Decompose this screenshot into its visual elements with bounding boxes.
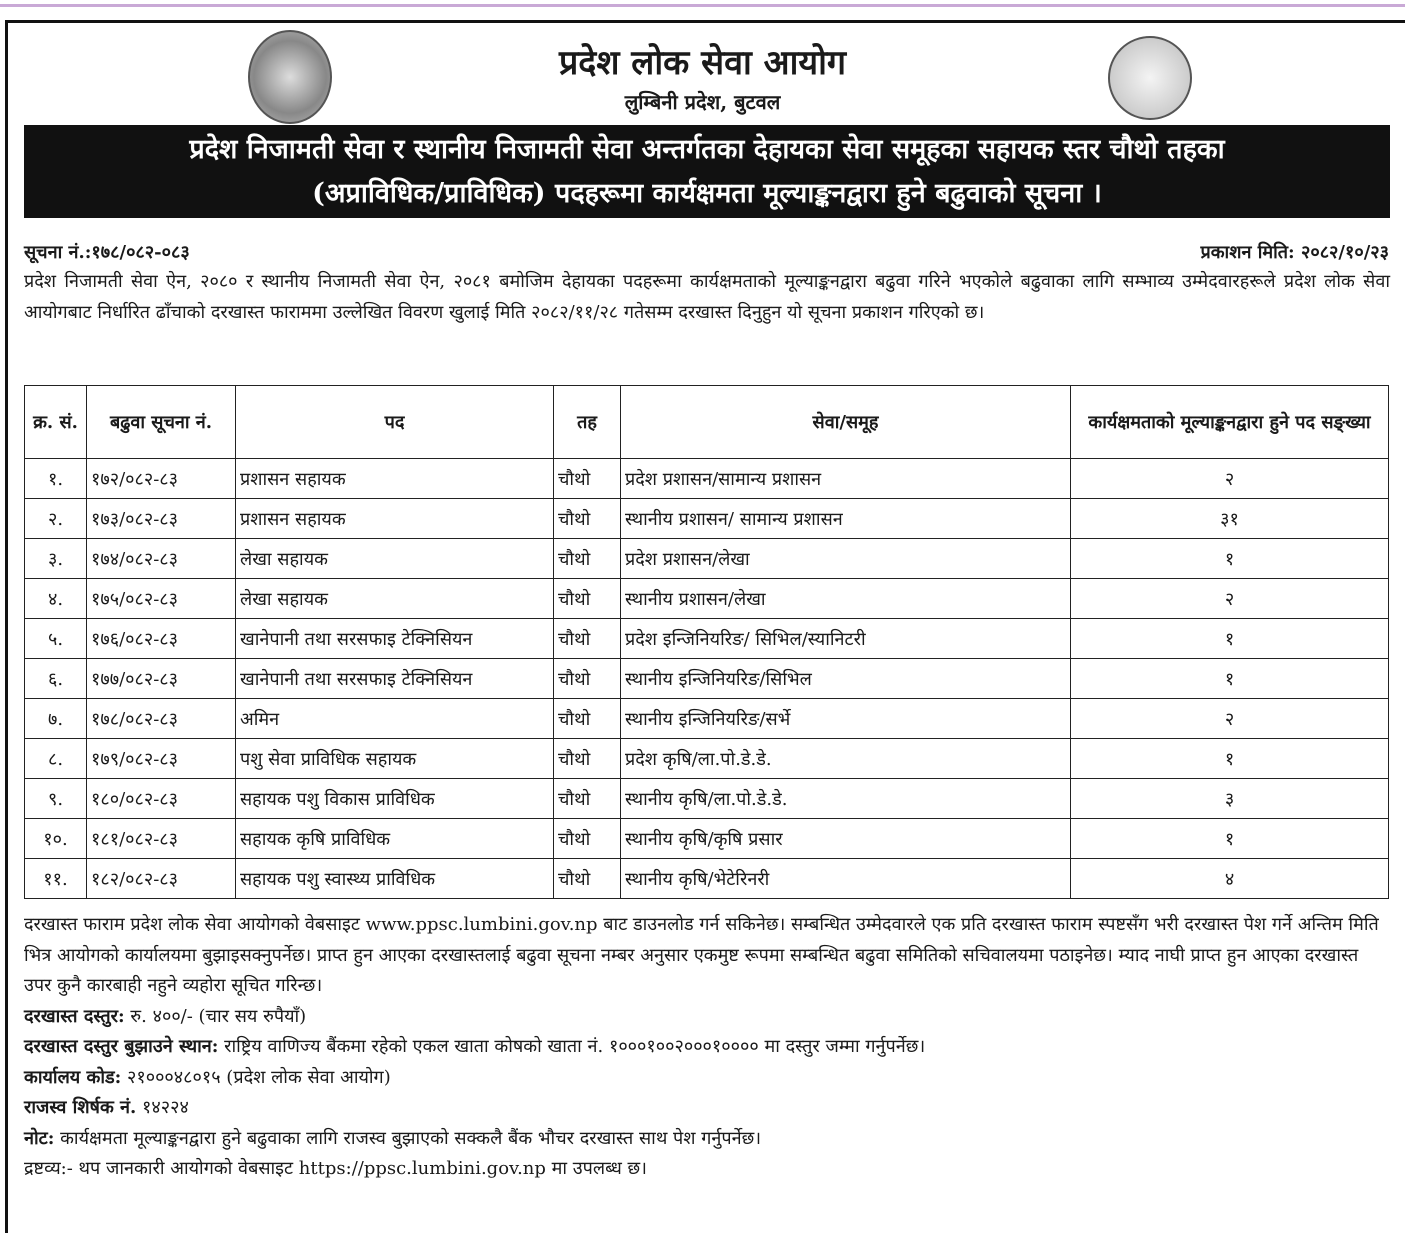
- cell-post: अमिन: [236, 699, 554, 739]
- cell-post: प्रशासन सहायक: [236, 459, 554, 499]
- cell-level: चौथो: [554, 459, 621, 499]
- cell-post-count: २: [1071, 579, 1389, 619]
- cell-sn: १.: [25, 459, 87, 499]
- cell-level: चौथो: [554, 539, 621, 579]
- cell-sn: १०.: [25, 819, 87, 859]
- table-row: [25, 779, 1389, 819]
- cell-service-group: स्थानीय कृषि/ला.पो.डे.डे.: [621, 779, 1071, 819]
- note-label: नोट:: [24, 1127, 55, 1149]
- cell-sn: ३.: [25, 539, 87, 579]
- office-code-label: कार्यालय कोड:: [24, 1066, 122, 1088]
- cell-post-count: ३: [1071, 779, 1389, 819]
- intro-paragraph: प्रदेश निजामती सेवा ऐन, २०८० र स्थानीय निजामती सेवा ऐन, २०८१ बमोजिम देहायका पदहरूमा कार्यक्षमताको मूल्याङ्कनद्वारा बढुवा गरिने भएकोले बढुवाका लागि सम्भाव्य उम्मेदवारहरूले प्रदेश लोक सेवा आयोगबाट निर्धारित ढाँचाको दरखास्त फाराममा उल्लेखित विवरण खुलाई मिति २०८२/११/२८ गतेसम्म दरखास्त दिनुहुन यो सूचना प्रकाशन गरिएको छ।: [24, 271, 1390, 323]
- cell-level: चौथो: [554, 499, 621, 539]
- cell-notice-no: १८१/०८२-८३: [87, 819, 236, 859]
- cell-service-group: स्थानीय इन्जिनियरिङ/सिभिल: [621, 659, 1071, 699]
- table-row: [25, 499, 1389, 539]
- cell-service-group: स्थानीय इन्जिनियरिङ/सर्भे: [621, 699, 1071, 739]
- cell-post: लेखा सहायक: [236, 579, 554, 619]
- col-level: तह: [554, 386, 621, 459]
- cell-post-count: २: [1071, 459, 1389, 499]
- fee-value: रु. ४००/- (चार सय रुपैयाँ): [124, 1005, 307, 1027]
- cell-level: चौथो: [554, 819, 621, 859]
- cell-level: चौथो: [554, 739, 621, 779]
- cell-post: लेखा सहायक: [236, 539, 554, 579]
- note-line: [24, 1124, 1390, 1155]
- cell-post-count: १: [1071, 659, 1389, 699]
- cell-sn: ४.: [25, 579, 87, 619]
- cell-post-count: ४: [1071, 859, 1389, 899]
- cell-service-group: प्रदेश प्रशासन/लेखा: [621, 539, 1071, 579]
- col-post: पद: [236, 386, 554, 459]
- cell-notice-no: १७४/०८२-८३: [87, 539, 236, 579]
- table-row: [25, 619, 1389, 659]
- page-title: प्रदेश लोक सेवा आयोग: [558, 43, 847, 83]
- cell-sn: ११.: [25, 859, 87, 899]
- payment-place-line: [24, 1032, 1390, 1063]
- cell-post-count: १: [1071, 619, 1389, 659]
- top-divider: [0, 4, 1405, 7]
- cell-service-group: स्थानीय कृषि/भेटेरिनरी: [621, 859, 1071, 899]
- col-notice-no: बढुवा सूचना नं.: [87, 386, 236, 459]
- cell-notice-no: १८२/०८२-८३: [87, 859, 236, 899]
- cell-sn: ८.: [25, 739, 87, 779]
- cell-notice-no: १७२/०८२-८३: [87, 459, 236, 499]
- cell-level: चौथो: [554, 699, 621, 739]
- cell-post: पशु सेवा प्राविधिक सहायक: [236, 739, 554, 779]
- cell-level: चौथो: [554, 579, 621, 619]
- cell-notice-no: १७६/०८२-८३: [87, 619, 236, 659]
- cell-sn: ९.: [25, 779, 87, 819]
- table-row: [25, 819, 1389, 859]
- see-also-line: द्रष्टव्य:- थप जानकारी आयोगको वेबसाइट https://ppsc.lumbini.gov.np मा उपलब्ध छ।: [24, 1158, 647, 1179]
- table-row: [25, 739, 1389, 779]
- table-row: [25, 579, 1389, 619]
- cell-post-count: १: [1071, 539, 1389, 579]
- table-row: [25, 539, 1389, 579]
- fee-line: [24, 1002, 1390, 1033]
- cell-post: प्रशासन सहायक: [236, 499, 554, 539]
- revenue-label: राजस्व शिर्षक नं.: [24, 1097, 137, 1118]
- cell-notice-no: १७९/०८२-८३: [87, 739, 236, 779]
- page-subtitle: लुम्बिनी प्रदेश, बुटवल: [624, 90, 781, 114]
- footer-paragraph: दरखास्त फाराम प्रदेश लोक सेवा आयोगको वेबसाइट www.ppsc.lumbini.gov.np बाट डाउनलोड गर्न सकिनेछ। सम्बन्धित उम्मेदवारले एक प्रति दरखास्त फाराम स्पष्टसँग भरी दरखास्त पेश गर्ने अन्तिम मिति भित्र आयोगको कार्यालयमा बुझाइसक्नुपर्नेछ। प्राप्त हुन आएका दरखास्तलाई बढुवा सूचना नम्बर अनुसार एकमुष्ट रूपमा सम्बन्धित बढुवा समितिको सचिवालयमा पठाइनेछ। म्याद नाघी प्राप्त हुन आएका दरखास्त उपर कुनै कारबाही नहुने व्यहोरा सूचित गरिन्छ।: [24, 914, 1379, 996]
- cell-post: सहायक कृषि प्राविधिक: [236, 819, 554, 859]
- cell-service-group: प्रदेश कृषि/ला.पो.डे.डे.: [621, 739, 1071, 779]
- notice-number: सूचना नं.:१७८/०८२-०८३: [24, 242, 190, 263]
- cell-post: सहायक पशु स्वास्थ्य प्राविधिक: [236, 859, 554, 899]
- notice-banner: [24, 125, 1390, 218]
- payment-place-value: राष्ट्रिय वाणिज्य बैंकमा रहेको एकल खाता कोषको खाता नं. १०००१००२०००१०००० मा दस्तुर जम्मा गर्नुपर्नेछ।: [218, 1036, 926, 1057]
- cell-sn: ७.: [25, 699, 87, 739]
- cell-notice-no: १८०/०८२-८३: [87, 779, 236, 819]
- cell-post-count: ३१: [1071, 499, 1389, 539]
- cell-post-count: २: [1071, 699, 1389, 739]
- office-code-value: २१०००४८०१५ (प्रदेश लोक सेवा आयोग): [121, 1066, 391, 1088]
- cell-level: चौथो: [554, 859, 621, 899]
- banner-line-1: प्रदेश निजामती सेवा र स्थानीय निजामती सेवा अन्तर्गतका देहायका सेवा समूहका सहायक स्तर चौथो तहका: [189, 134, 1225, 165]
- cell-post-count: १: [1071, 739, 1389, 779]
- publish-date: प्रकाशन मिति: २०८२/१०/२३: [1200, 242, 1389, 263]
- cell-notice-no: १७५/०८२-८३: [87, 579, 236, 619]
- cell-service-group: प्रदेश इन्जिनियरिङ/ सिभिल/स्यानिटरी: [621, 619, 1071, 659]
- note-value: कार्यक्षमता मूल्याङ्कनद्वारा हुने बढुवाका लागि राजस्व बुझाएको सक्कलै बैंक भौचर दरखास्त साथ पेश गर्नुपर्नेछ।: [54, 1127, 762, 1149]
- revenue-value: १४२२४: [136, 1097, 189, 1118]
- office-code-line: [24, 1063, 1390, 1094]
- revenue-line: [24, 1093, 1390, 1124]
- cell-service-group: स्थानीय प्रशासन/ सामान्य प्रशासन: [621, 499, 1071, 539]
- cell-sn: ६.: [25, 659, 87, 699]
- cell-service-group: स्थानीय कृषि/कृषि प्रसार: [621, 819, 1071, 859]
- cell-notice-no: १७८/०८२-८३: [87, 699, 236, 739]
- cell-sn: ५.: [25, 619, 87, 659]
- positions-table: [24, 385, 1389, 899]
- col-sn: क्र. सं.: [25, 386, 87, 459]
- cell-service-group: प्रदेश प्रशासन/सामान्य प्रशासन: [621, 459, 1071, 499]
- cell-notice-no: १७३/०८२-८३: [87, 499, 236, 539]
- col-post-count: कार्यक्षमताको मूल्याङ्कनद्वारा हुने पद सङ्ख्या: [1071, 386, 1389, 459]
- cell-post-count: १: [1071, 819, 1389, 859]
- footer-section: [24, 910, 1390, 1185]
- cell-post: खानेपानी तथा सरसफाइ टेक्निसियन: [236, 619, 554, 659]
- table-header-row: [25, 386, 1389, 459]
- cell-post: सहायक पशु विकास प्राविधिक: [236, 779, 554, 819]
- cell-level: चौथो: [554, 779, 621, 819]
- table-row: [25, 699, 1389, 739]
- cell-notice-no: १७७/०८२-८३: [87, 659, 236, 699]
- cell-post: खानेपानी तथा सरसफाइ टेक्निसियन: [236, 659, 554, 699]
- table-row: [25, 459, 1389, 499]
- cell-sn: २.: [25, 499, 87, 539]
- banner-line-2: (अप्राविधिक/प्राविधिक) पदहरूमा कार्यक्षमता मूल्याङ्कनद्वारा हुने बढुवाको सूचना ।: [312, 178, 1102, 209]
- cell-service-group: स्थानीय प्रशासन/लेखा: [621, 579, 1071, 619]
- table-row: [25, 859, 1389, 899]
- fee-label: दरखास्त दस्तुर:: [24, 1005, 125, 1027]
- col-service-group: सेवा/समूह: [621, 386, 1071, 459]
- cell-level: चौथो: [554, 619, 621, 659]
- cell-level: चौथो: [554, 659, 621, 699]
- table-row: [25, 659, 1389, 699]
- payment-place-label: दरखास्त दस्तुर बुझाउने स्थान:: [24, 1036, 219, 1057]
